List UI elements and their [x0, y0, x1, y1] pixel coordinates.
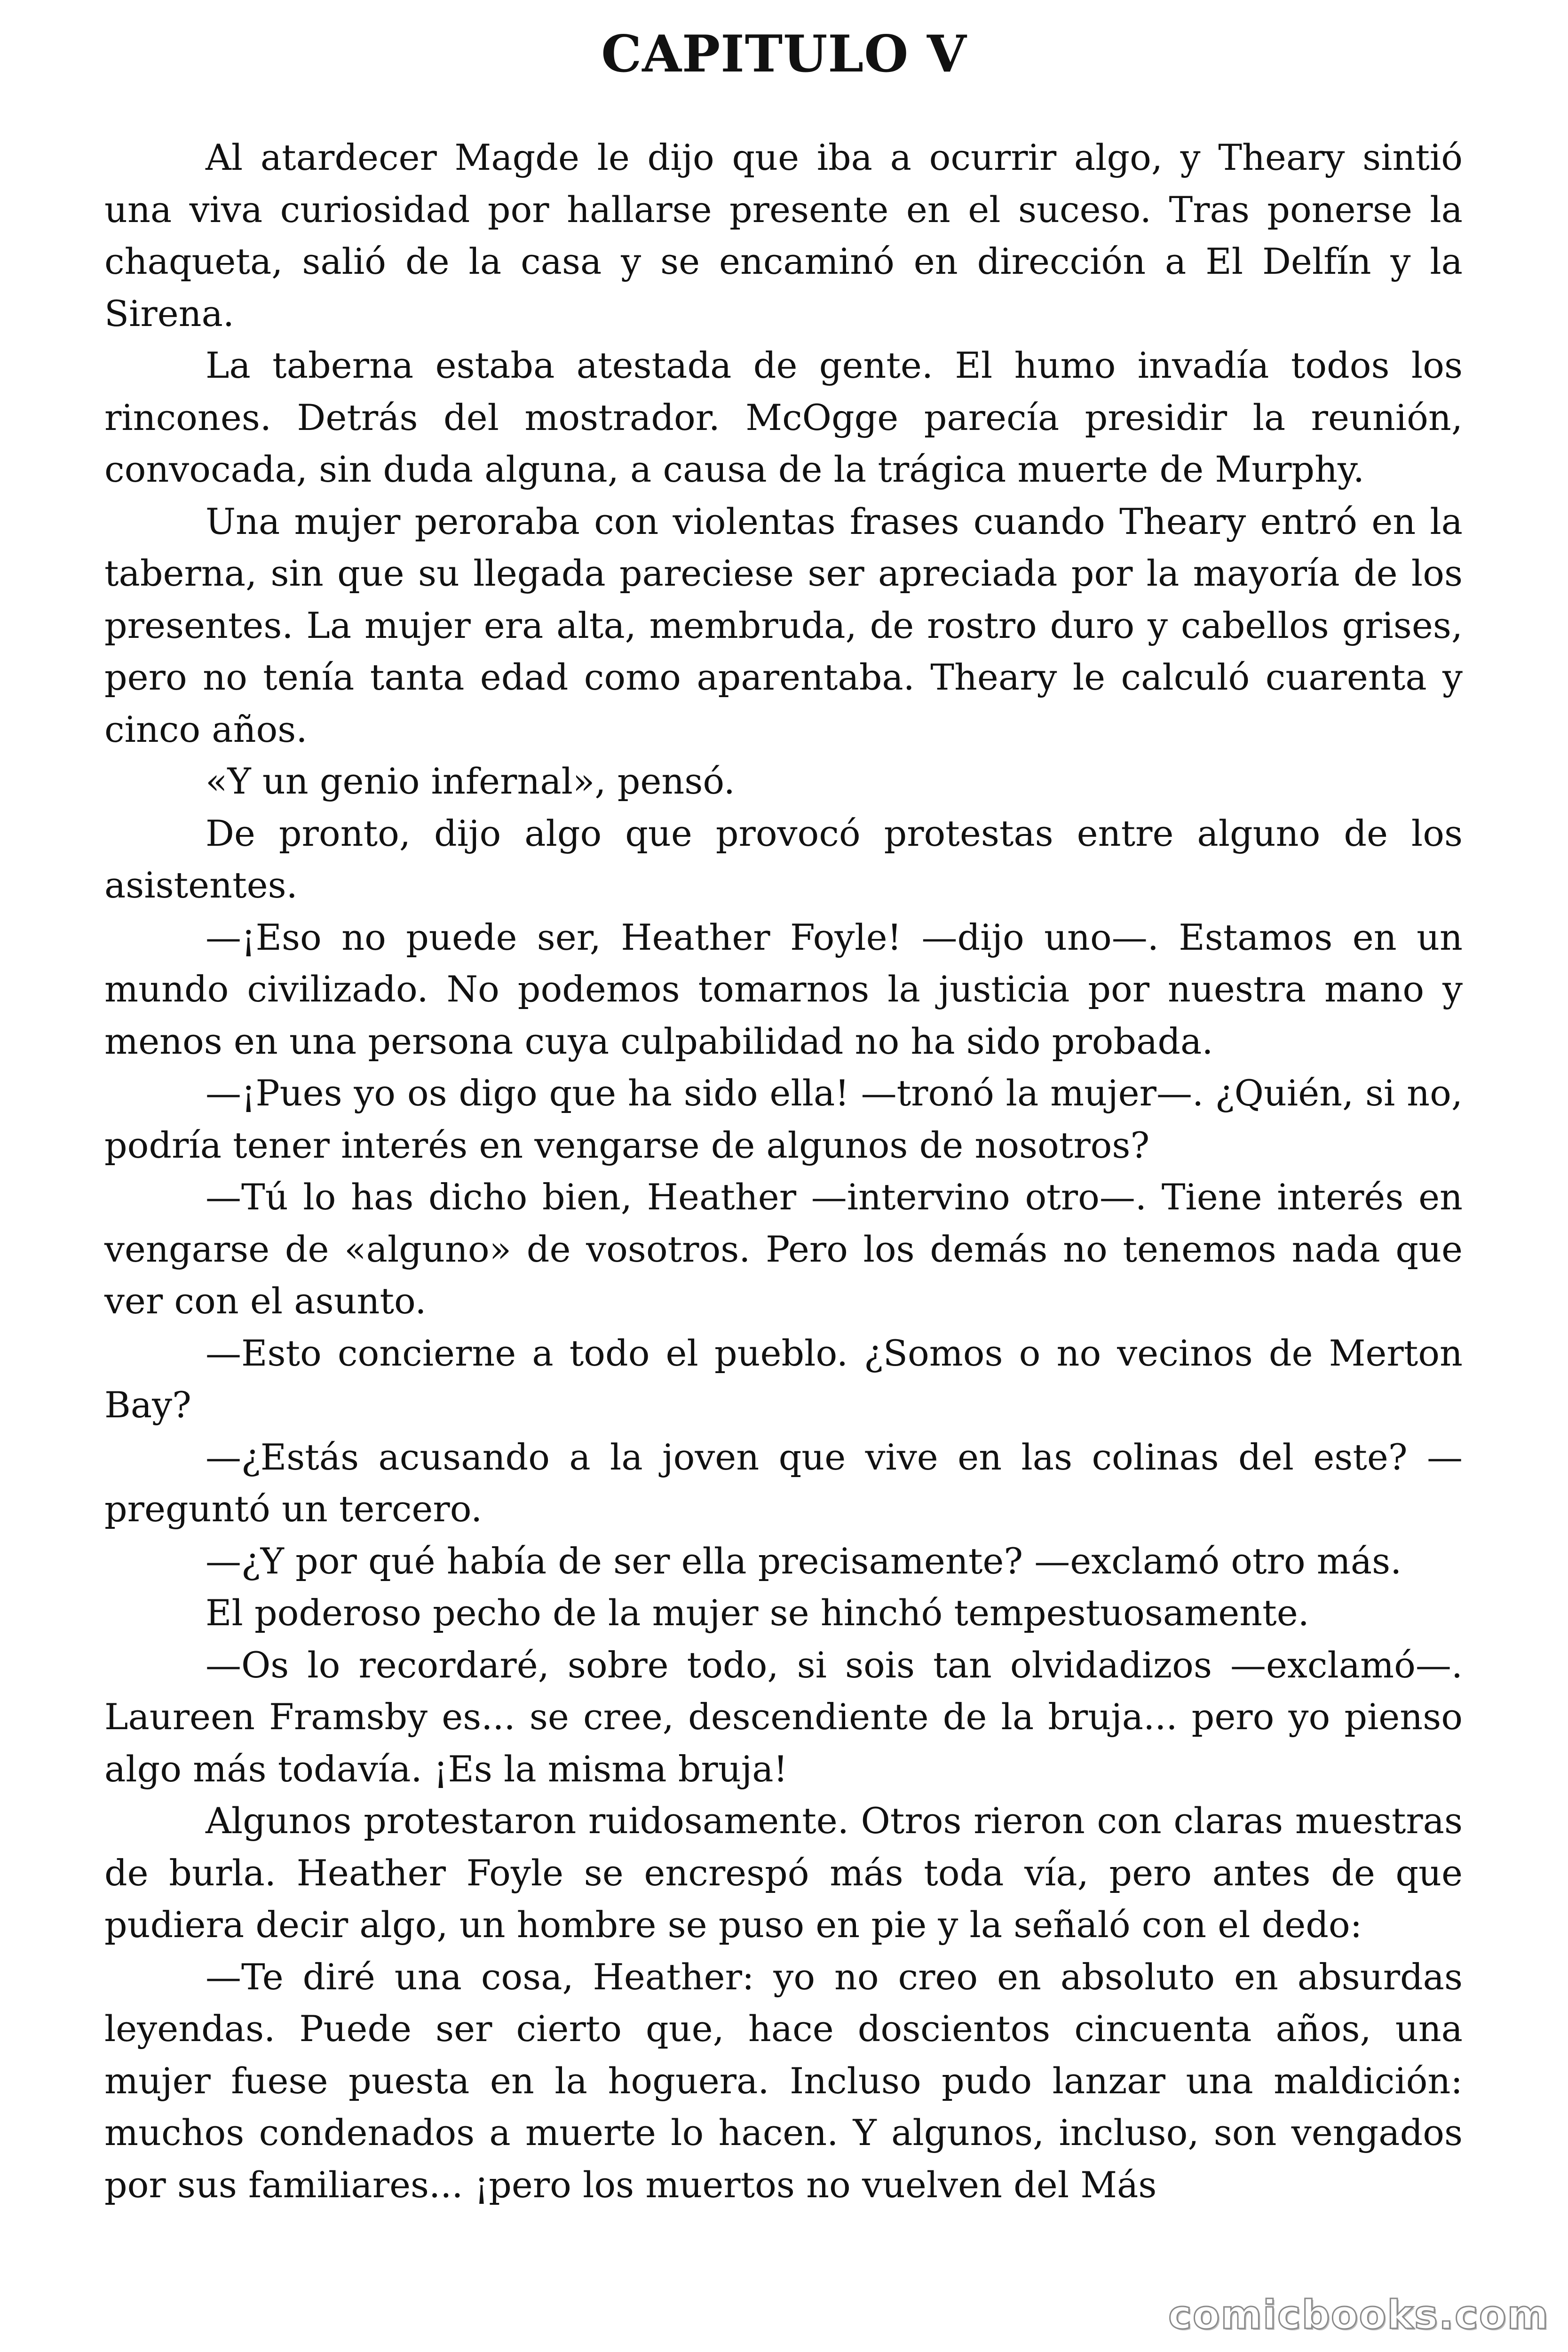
- paragraph: La taberna estaba atestada de gente. El humo invadía todos los rincones. Detrás del mostrador. McOgge parecía presidir la reunión, convocada, sin duda alguna, a causa de la trágica muerte de Murphy.: [104, 344, 1463, 490]
- paragraph: —¿Y por qué había de ser ella precisamente? —exclamó otro más.: [206, 1540, 1402, 1582]
- paragraph: Una mujer peroraba con violentas frases cuando Theary entró en la taberna, sin que su llegada pareciese ser apreciada por la mayoría de los presentes. La mujer era alta, membruda, de rostro duro y cabellos grises, pero no tenía tanta edad como aparentaba. Theary le calculó cuarenta y cinco años.: [104, 500, 1463, 750]
- paragraph: —¡Pues yo os digo que ha sido ella! —tronó la mujer—. ¿Quién, si no, podría tener interés en vengarse de algunos de nosotros?: [104, 1072, 1463, 1166]
- paragraph: «Y un genio infernal», pensó.: [206, 760, 735, 802]
- watermark: comicbooks.com: [1168, 2292, 1549, 2338]
- paragraph: Algunos protestaron ruidosamente. Otros rieron con claras muestras de burla. Heather Foyle se encrespó más toda vía, pero antes de que pudiera decir algo, un hombre se puso en pie y la señaló con el dedo:: [104, 1800, 1463, 1946]
- chapter-title: CAPITULO V: [601, 24, 967, 84]
- paragraph: —Te diré una cosa, Heather: yo no creo en absoluto en absurdas leyendas. Puede ser cierto que, hace doscientos cincuenta años, una mujer fuese puesta en la hoguera. Incluso pudo lanzar una maldición: muchos condenados a muerte lo hacen. Y algunos, incluso, son vengados por sus familiares... ¡pero los muertos no vuelven del Más: [104, 1955, 1463, 2206]
- paragraph: —¡Eso no puede ser, Heather Foyle! —dijo uno—. Estamos en un mundo civilizado. No podemos tomarnos la justicia por nuestra mano y menos en una persona cuya culpabilidad no ha sido probada.: [104, 916, 1463, 1062]
- paragraph: El poderoso pecho de la mujer se hinchó tempestuosamente.: [206, 1592, 1309, 1634]
- paragraph: —Os lo recordaré, sobre todo, si sois tan olvidadizos —exclamó—. Laureen Framsby es... se cree, descendiente de la bruja... pero yo pienso algo más todavía. ¡Es la misma bruja!: [104, 1644, 1463, 1790]
- paragraph: De pronto, dijo algo que provocó protestas entre alguno de los asistentes.: [104, 812, 1463, 906]
- paragraph: —Esto concierne a todo el pueblo. ¿Somos o no vecinos de Merton Bay?: [104, 1332, 1463, 1426]
- paragraph: Al atardecer Magde le dijo que iba a ocurrir algo, y Theary sintió una viva curiosidad por hallarse presente en el suceso. Tras ponerse la chaqueta, salió de la casa y se encaminó en dirección a El Delfín y la Sirena.: [104, 136, 1463, 334]
- chapter-body: [104, 132, 1463, 2211]
- paragraph: —Tú lo has dicho bien, Heather —intervino otro—. Tiene interés en vengarse de «alguno» de vosotros. Pero los demás no tenemos nada que ver con el asunto.: [104, 1176, 1463, 1322]
- paragraph: —¿Estás acusando a la joven que vive en las colinas del este? —preguntó un tercero.: [104, 1436, 1463, 1530]
